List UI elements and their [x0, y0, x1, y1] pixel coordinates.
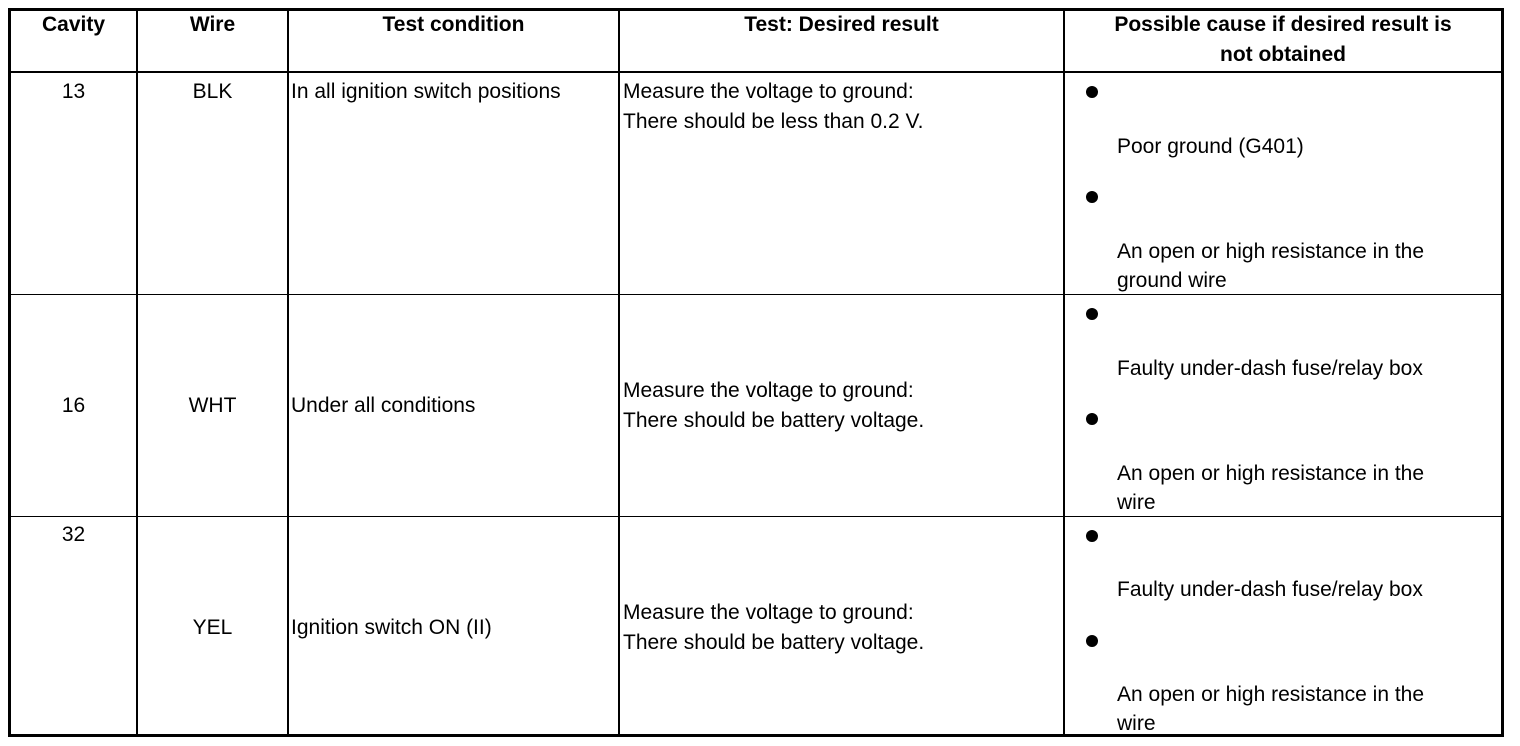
- row-divider: [8, 294, 1504, 295]
- header-desired-result: Test: Desired result: [744, 13, 939, 36]
- cause-text-line2: wire: [1117, 712, 1156, 735]
- result-line-1: Measure the voltage to ground:: [623, 379, 914, 402]
- condition-cell: In all ignition switch positions: [291, 80, 561, 103]
- cause-text: Faulty under-dash fuse/relay box: [1117, 357, 1423, 380]
- bullet-icon: [1086, 191, 1098, 203]
- bullet-icon: [1086, 530, 1098, 542]
- bullet-icon: [1086, 413, 1098, 425]
- column-divider: [287, 8, 289, 737]
- header-test-condition: Test condition: [382, 13, 525, 36]
- wire-cell: YEL: [192, 616, 233, 639]
- cavity-cell: 32: [61, 523, 86, 546]
- wire-cell: BLK: [192, 80, 233, 103]
- cause-text: An open or high resistance in the: [1117, 683, 1425, 706]
- result-line-1: Measure the voltage to ground:: [623, 601, 914, 624]
- bullet-icon: [1086, 86, 1098, 98]
- bullet-icon: [1086, 635, 1098, 647]
- cause-text: Poor ground (G401): [1117, 135, 1304, 158]
- header-cavity: Cavity: [41, 13, 106, 36]
- result-line-2: There should be battery voltage.: [623, 409, 925, 432]
- row-divider: [8, 516, 1504, 517]
- wire-cell: WHT: [188, 394, 237, 417]
- result-line-2: There should be less than 0.2 V.: [623, 110, 924, 133]
- cause-text: Faulty under-dash fuse/relay box: [1117, 578, 1423, 601]
- cause-text: An open or high resistance in the: [1117, 462, 1425, 485]
- cavity-cell: 16: [61, 394, 86, 417]
- cause-text-line2: ground wire: [1117, 269, 1227, 292]
- condition-cell: Under all conditions: [291, 394, 476, 417]
- column-divider: [1063, 8, 1065, 737]
- header-wire: Wire: [189, 13, 236, 36]
- condition-cell: Ignition switch ON (II): [291, 616, 492, 639]
- result-line-2: There should be battery voltage.: [623, 631, 925, 654]
- cavity-cell: 13: [61, 80, 86, 103]
- cause-text-line2: wire: [1117, 491, 1156, 514]
- header-possible-cause-line2: not obtained: [1220, 43, 1346, 66]
- cause-text: An open or high resistance in the: [1117, 240, 1425, 263]
- column-divider: [618, 8, 620, 737]
- result-line-1: Measure the voltage to ground:: [623, 80, 914, 103]
- header-possible-cause: Possible cause if desired result is: [1114, 13, 1452, 36]
- bullet-icon: [1086, 308, 1098, 320]
- header-divider: [8, 71, 1504, 73]
